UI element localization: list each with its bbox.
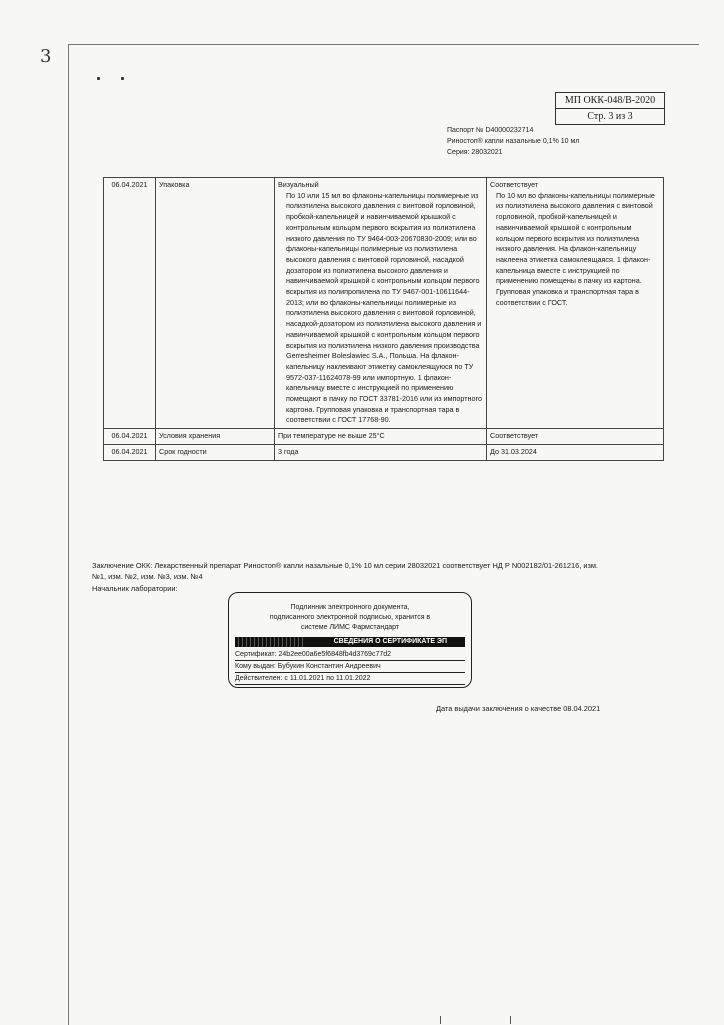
- indicator: Упаковка: [156, 178, 275, 429]
- norm-text: При температуре не выше 25°С: [275, 429, 487, 445]
- indicator: Срок годности: [156, 444, 275, 460]
- result-text: До 31.03.2024: [487, 444, 664, 460]
- passport-number: Паспорт № D40000232714: [447, 127, 534, 134]
- test-date: 06.04.2021: [104, 444, 156, 460]
- test-date: 06.04.2021: [104, 429, 156, 445]
- table-row: [104, 444, 664, 460]
- norm-text: По 10 или 15 мл во флаконы-капельницы полимерные из полиэтилена высокого давления с винтовой горловиной, пробкой-капельницей и навинчиваемой крышкой с контрольным кольцом первого вскрытия из полиэтилена низкого давления по ТУ 9464-003-20670830-2009; или во флаконы-капельницы полимерные из полиэтилена высокого давления с винтовой горловиной, насадкой дозатором из полиэтилена высокого давления и навинчиваемой крышкой с контрольным кольцом первого вскрытия из полипропилена по ТУ 9467-001-10611644-2013; или во флаконы-капельницы полимерные из полиэтилена высокого давления с винтовой горловиной, насадкой-дозатором из полиэтилена высокого давления и навинчиваемой крышкой с контрольным кольцом первого вскрытия из полиэтилена низкого давления производства Gerresheimer Boleslawiec S.A., Польша. На флакон-капельницу наклеивают этикетку самоклеящуюся по ТУ 9572-037-11624078-99 или импортную. 1 флакон-капельницу вместе с инструкцией по применению помещают в пачку по ГОСТ 33781-2016 или из импортного картона. Групповая упаковка и транспортная тара в соответствии с ГОСТ 17768-90.: [286, 190, 482, 425]
- certificate-validity: Действителен: с 11.01.2021 по 11.01.2022: [235, 673, 465, 685]
- passport-block: [447, 125, 579, 158]
- series-number: Серия: 28032021: [447, 149, 503, 156]
- scan-artifact: [510, 1016, 511, 1024]
- indicator: Условия хранения: [156, 429, 275, 445]
- document-code: МП ОКК-048/В-2020: [555, 92, 665, 109]
- signature-line: подписанного электронной подписью, хранится в: [269, 614, 431, 621]
- table-row: [104, 429, 664, 445]
- lab-head-label: Начальник лаборатории:: [92, 584, 178, 593]
- product-name: Риностоп® капли назальные 0,1% 10 мл: [447, 138, 580, 145]
- certificate-header: СВЕДЕНИЯ О СЕРТИФИКАТЕ ЭП: [235, 637, 465, 647]
- signature-line: Подлинник электронного документа,: [290, 604, 410, 611]
- result-title: Соответствует: [490, 180, 539, 189]
- scan-dot: [97, 77, 100, 80]
- scan-dot: [121, 77, 124, 80]
- result-cell: [487, 178, 664, 429]
- document-code-box: [555, 92, 665, 125]
- page-number: Стр. 3 из 3: [555, 109, 665, 125]
- norm-cell: [275, 178, 487, 429]
- signature-notice: [229, 603, 471, 633]
- issue-date: Дата выдачи заключения о качестве 08.04.2021: [436, 704, 601, 713]
- norm-text: 3 года: [275, 444, 487, 460]
- electronic-signature-stamp: [228, 592, 472, 688]
- certificate-owner: Кому выдан: Бубукин Константин Андреевич: [235, 661, 465, 673]
- scan-artifact: [440, 1016, 441, 1024]
- result-text: По 10 мл во флаконы-капельницы полимерные из полиэтилена высокого давления с винтовой горловиной, пробкой-капельницей и навинчиваемой крышкой с контрольным кольцом первого вскрытия из полиэтилена низкого давления. На флакон-капельницу наклеена этикетка самоклеящаяся. 1 флакон-капельница вместе с инструкцией по применению помещены в пачку из картона. Групповая упаковка и транспортная тара в соответствии с ГОСТ.: [496, 190, 655, 307]
- result-text: Соответствует: [487, 429, 664, 445]
- handwritten-page-number: 3: [40, 46, 52, 67]
- test-date: 06.04.2021: [104, 178, 156, 429]
- table-row: [104, 178, 664, 429]
- results-table: [103, 177, 664, 461]
- signature-line: системе ЛИМС Фармстандарт: [300, 624, 400, 631]
- method-title: Визуальный: [278, 180, 319, 189]
- conclusion-text: Заключение ОКК: Лекарственный препарат Риностоп® капли назальные 0,1% 10 мл серии 28032021 соответствует НД Р N002182/01-261216, изм. №1, изм. №2, изм. №3, изм. №4: [92, 561, 598, 581]
- certificate-serial: Сертификат: 24b2ee00a6e5f6848fb4d3769c77d2: [235, 649, 465, 661]
